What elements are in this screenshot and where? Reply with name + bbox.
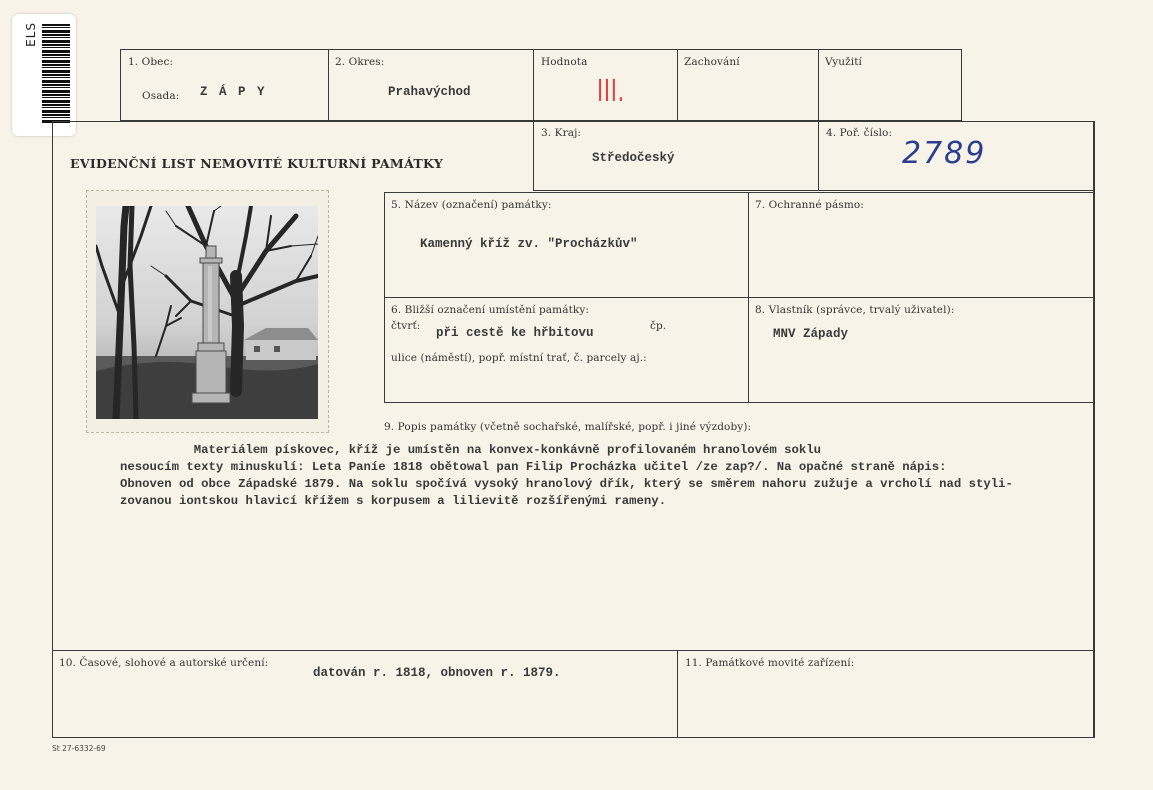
form-title: EVIDENČNÍ LIST NEMOVITÉ KULTURNÍ PAMÁTKY <box>70 156 444 171</box>
okres-label: 2. Okres: <box>335 56 385 68</box>
okres-value: Prahavýchod <box>388 85 471 99</box>
hodnota-value: III. <box>597 74 626 109</box>
barcode-code: ELS <box>24 22 38 47</box>
umisteni-label: 6. Bližší označení umístění památky: <box>391 304 590 316</box>
popis-label: 9. Popis památky (včetně sochařské, malířské, popř. i jiné výzdoby): <box>384 421 752 433</box>
vlastnik-label: 8. Vlastník (správce, trvalý uživatel): <box>755 304 955 316</box>
vyuziti-label: Využití <box>825 56 863 68</box>
popis-line: Obnoven od obce Západské 1879. Na soklu spočívá vysoký hranolový dřík, který se směrem nahoru zužuje a vrcholí nad styli- <box>120 477 1013 491</box>
footer-code: St 27-6332-69 <box>52 744 106 753</box>
poradi-value: 2789 <box>902 136 987 171</box>
popis-line: nesoucím texty minuskulí: Leta Paníe 1818 obětowal pan Filip Procházka učitel /ze zap?/. Na opačné straně nápis: <box>120 460 947 474</box>
kraj-label: 3. Kraj: <box>541 127 582 139</box>
nazev-value: Kamenný kříž zv. "Procházkův" <box>420 237 638 251</box>
hodnota-label: Hodnota <box>541 56 588 68</box>
barcode-sticker <box>12 14 76 136</box>
casove-urceni-label: 10. Časové, slohové a autorské určení: <box>59 657 269 669</box>
obec-label: 1. Obec: <box>128 56 174 68</box>
ochranne-pasmo-label: 7. Ochranné pásmo: <box>755 199 864 211</box>
vlastnik-value: MNV Západy <box>773 327 849 341</box>
popis-line: zovanou iontskou hlavicí křížem s korpusem a lilievitě rozšířenými rameny. <box>120 494 667 508</box>
ctvrt-value: při cestě ke hřbitovu <box>436 326 594 340</box>
monument-photo <box>96 206 318 419</box>
zachovani-label: Zachování <box>684 56 740 68</box>
barcode-icon <box>42 24 70 124</box>
popis-line: Materiálem pískovec, kříž je umístěn na konvex-konkávně profilovaném hranolovém soklu <box>120 443 822 457</box>
movite-zarizeni-label: 11. Památkové movité zařízení: <box>685 657 855 669</box>
osada-label: Osada: <box>142 90 180 102</box>
ulice-label: ulice (náměstí), popř. místní trať, č. parcely aj.: <box>391 352 647 364</box>
stone-cross-photo <box>96 206 318 419</box>
kraj-value: Středočeský <box>592 151 675 165</box>
osada-value: Z Á P Y <box>200 85 267 99</box>
cp-label: čp. <box>650 320 667 332</box>
nazev-label: 5. Název (označení) památky: <box>391 199 552 211</box>
casove-urceni-value: datován r. 1818, obnoven r. 1879. <box>313 666 561 680</box>
poradi-label: 4. Poř. číslo: <box>826 127 893 139</box>
popis-text <box>120 442 1080 510</box>
ctvrt-label: čtvrť: <box>391 320 421 332</box>
